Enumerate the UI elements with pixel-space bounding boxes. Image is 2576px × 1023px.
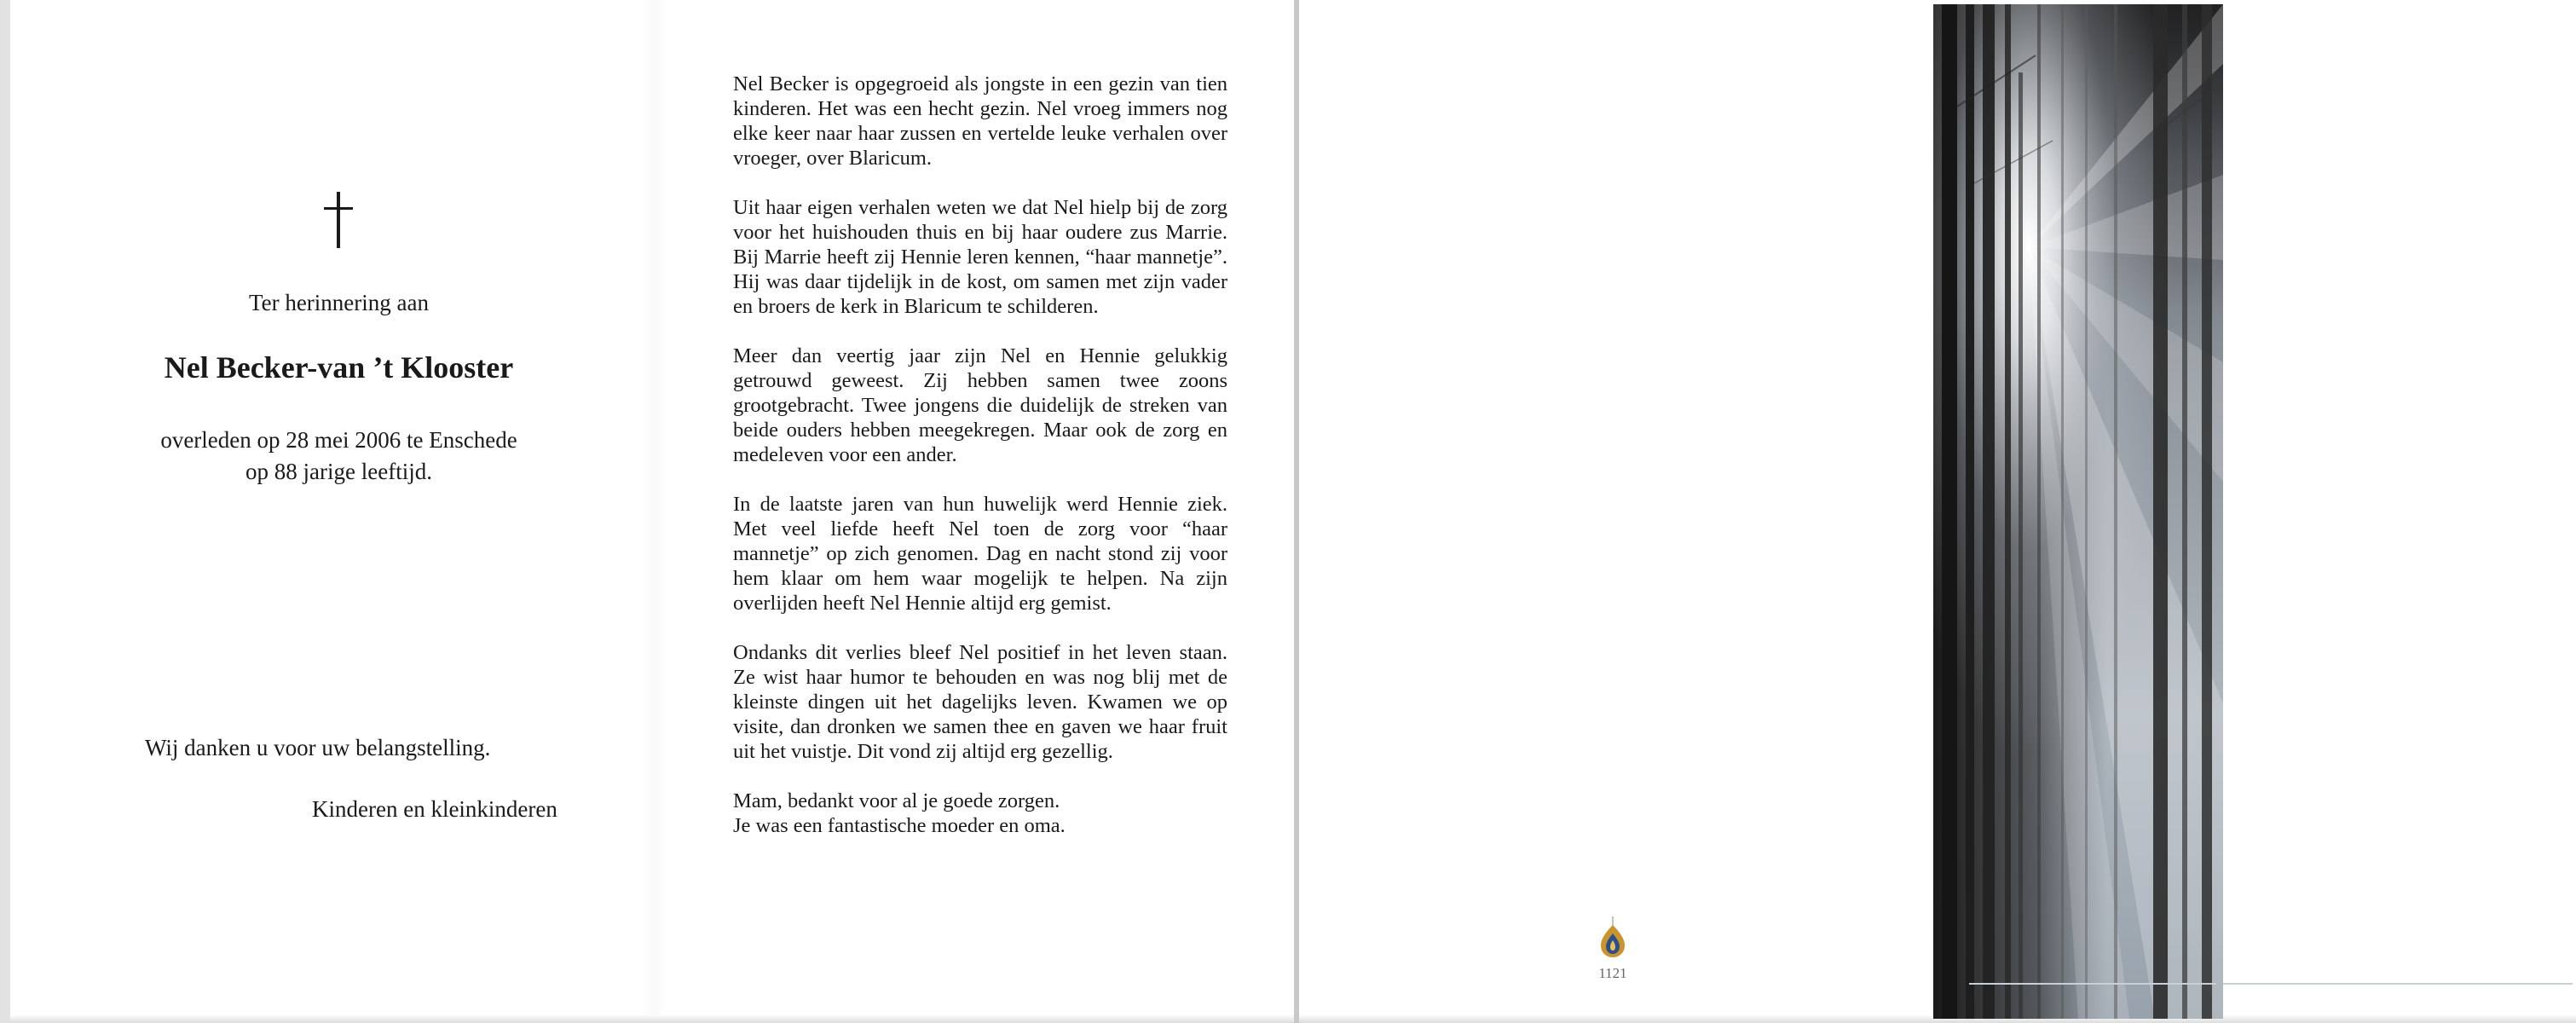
forest-sunlight-photo [1933, 4, 2223, 1019]
story-paragraph: Ondanks dit verlies bleef Nel positief in het leven staan. Ze wist haar humor te behouden en was nog blij met de kleinste dingen uit het dagelijks leven. Kwamen we op visite, dan dronken we samen thee en gaven we haar fruit uit het vuistje. Dit vond zij altijd erg gezellig. [733, 641, 1227, 763]
story-paragraph: Nel Becker is opgegroeid als jongste in een gezin van tien kinderen. Het was een hecht gezin. Nel vroeg immers nog elke keer naar haar zussen en vertelde leuke verhalen over vroeger, over Blaricum. [733, 72, 1227, 170]
story-paragraph: Meer dan veertig jaar zijn Nel en Hennie gelukkig getrouwd geweest. Zij hebben samen twee zoons grootgebracht. Twee jongens die duidelijk de streken van beide ouders hebben meegekregen. Maar ook de zorg en medeleven voor een ander. [733, 344, 1227, 466]
remembrance-heading: Ter herinnering aan [248, 290, 429, 315]
card-bottom-edge [2223, 983, 2573, 985]
story-paragraph: Uit haar eigen verhalen weten we dat Nel hielp bij de zorg voor het huishouden thuis en bij haar oudere zus Marrie. Bij Marrie heeft zij Hennie leren kennen, “haar mannetje”. Hij was daar tijdelijk in de kost, om samen met zijn vader en broers de kerk in Blaricum te schilderen. [733, 196, 1227, 318]
story-paragraph: In de laatste jaren van hun huwelijk werd Hennie ziek. Met veel liefde heeft Nel toen de zorg voor “haar mannetje” op zich genomen. Dag en nacht stond zij voor hem klaar om hem waar mogelijk te helpen. Na zijn overlijden heeft Nel Hennie altijd erg gemist. [733, 493, 1227, 615]
photo-bottom-edge [1969, 983, 2216, 985]
card-code: 1121 [1598, 965, 1627, 981]
signature-text: Kinderen en kleinkinderen [312, 796, 557, 822]
closing-paragraph [733, 789, 1227, 838]
deceased-name: Nel Becker-van ’t Klooster [164, 350, 514, 384]
life-story [733, 72, 1227, 863]
flame-drop-logo-icon [1594, 916, 1632, 959]
death-details [0, 425, 678, 488]
fold-shadow [641, 0, 667, 1023]
closing-line: Je was een fantastische moeder en oma. [733, 814, 1066, 837]
death-date-line: overleden op 28 mei 2006 te Enschede [160, 427, 517, 453]
closing-line: Mam, bedankt voor al je goede zorgen. [733, 789, 1060, 812]
age-line: op 88 jarige leeftijd. [245, 459, 432, 484]
cross-icon [324, 192, 353, 248]
thanks-text: Wij danken u voor uw belangstelling. [145, 735, 491, 760]
bottom-shade [10, 1014, 1294, 1023]
